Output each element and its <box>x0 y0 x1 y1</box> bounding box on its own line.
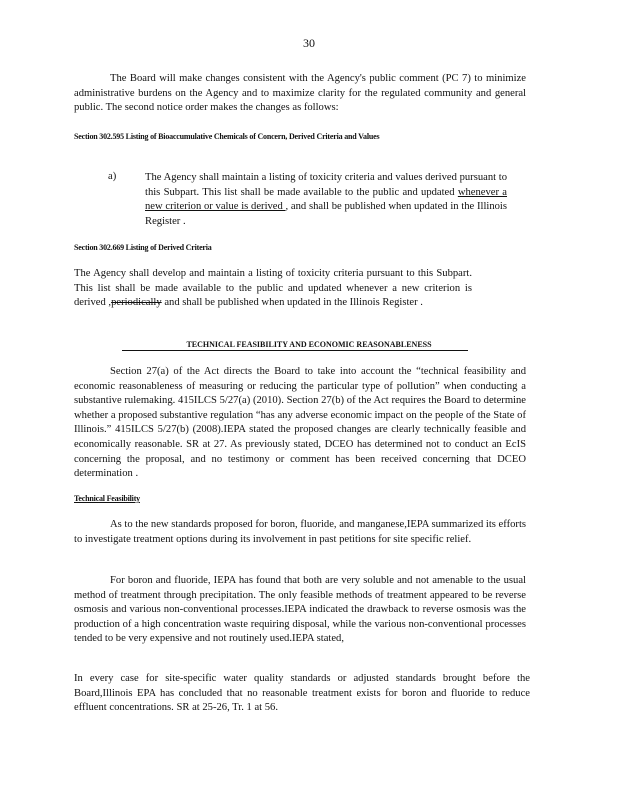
para2-struck-text: periodically <box>111 297 162 309</box>
boron-fluoride-paragraph: For boron and fluoride, IEPA has found that both are very soluble and not amenable to the usual method of treatment through precipitation. The only feasible methods of treatment appeared to be reverse osmosis and various non-conventional processes.IEPA indicated the drawback to reverse osmosis was the production of a high concentration waste requiring disposal, while the various non-conventional processes tended to be very expensive and not routinely used.IEPA stated, <box>74 575 526 645</box>
section-302-669-heading: Section 302.669 Listing of Derived Criteria <box>74 243 212 252</box>
item-a-underlined-text: whenever a new criterion or value is derived <box>145 186 508 213</box>
section-302-669-paragraph <box>74 267 472 311</box>
section-27-paragraph: Section 27(a) of the Act directs the Board to take into account the “technical feasibility and economic reasonableness of measuring or reducing the particular type of pollution” when conducting a substantive rulemaking. 415ILCS 5/27(a) (2010). Section 27(b) of the Act requires the Board to determine whether a proposed substantive regulation “has any adverse economic impact on the people of the State of Illinois.” 415ILCS 5/27(b) (2008).IEPA stated the proposed changes are clearly technically feasible and economically reasonable. SR at 27. As previously stated, DCEO has determined not to conduct an EcIS concerning the proposal, and no testimony or comment has been received concerning that DCEO determination . <box>74 366 526 480</box>
item-a-paragraph <box>145 171 507 229</box>
iepa-quote-paragraph: In every case for site-specific water quality standards or adjusted standards brought before the Board,Illinois EPA has concluded that no reasonable treatment exists for boron and fluoride to reduce effluent concentrations. SR at 25-26, Tr. 1 at 56. <box>74 673 530 714</box>
para2-text-2: and shall be published when updated in the Illinois Register . <box>161 297 423 309</box>
tech-econ-heading-underline <box>122 350 468 351</box>
intro-paragraph: The Board will make changes consistent with the Agency's public comment (PC 7) to minimize administrative burdens on the Agency and to maximize clarity for the regulated community and general public. The second notice order makes the changes as follows: <box>74 73 526 114</box>
technical-feasibility-heading: Technical Feasibility <box>74 494 140 503</box>
page-number: 30 <box>303 36 315 50</box>
item-a-text-1: The Agency shall maintain a listing of toxicity criteria and values derived pursuant to this Subpart. This list shall be made available to the public and updated <box>145 172 507 198</box>
item-a-text-2: , and shall be published when updated in the Illinois Register . <box>145 201 507 227</box>
section-302-595-heading: Section 302.595 Listing of Bioaccumulative Chemicals of Concern, Derived Criteria and Values <box>74 132 380 141</box>
tech-econ-heading: TECHNICAL FEASIBILITY AND ECONOMIC REASONABLENESS <box>186 340 432 349</box>
new-standards-paragraph: As to the new standards proposed for boron, fluoride, and manganese,IEPA summarized its efforts to investigate treatment options during its involvement in past petitions for site specific relief. <box>74 519 527 545</box>
item-a-label: a) <box>108 171 117 182</box>
para2-text-1: The Agency shall develop and maintain a listing of toxicity criteria pursuant to this Subpart. This list shall be made available to the public and updated whenever a new criterion is derived , <box>74 268 472 309</box>
